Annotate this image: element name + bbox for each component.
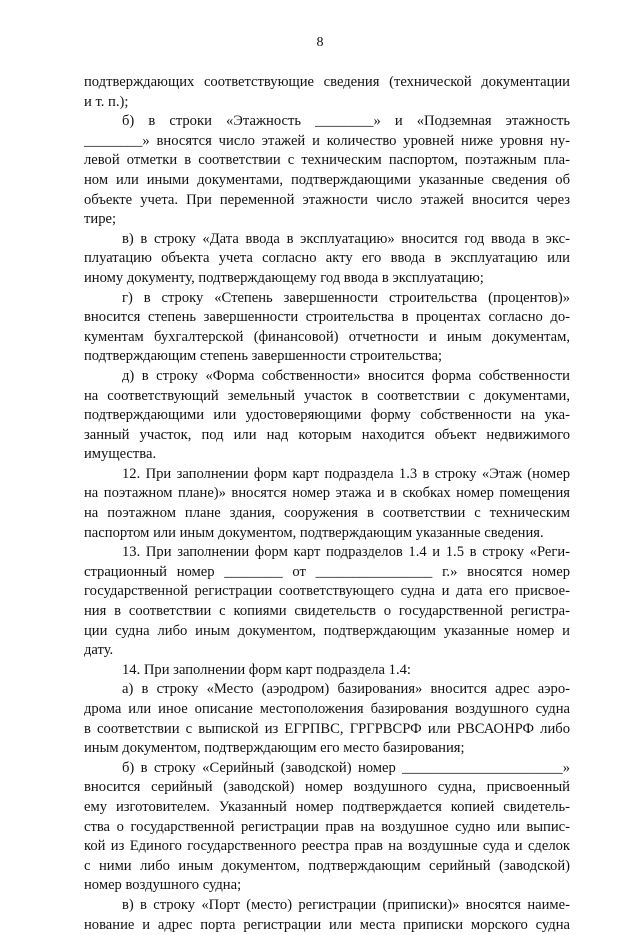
body-text: [84, 73, 570, 935]
text-line: на поэтажном плане здания, сооружения в соответствии с техническим: [84, 505, 570, 522]
text-line: а) в строку «Место (аэродром) базирования» вносится адрес аэро-: [122, 681, 570, 698]
text-line: б) в строки «Этажность ________» и «Подземная этажность: [122, 113, 570, 130]
text-line: дрома или иное описание местоположения базирования воздушного судна: [84, 701, 570, 717]
text-line: подтверждающим степень завершенности строительства;: [84, 348, 443, 365]
text-line: объекте учета. При переменной этажности число этажей вносится через: [84, 191, 570, 208]
text-line: подтверждающих соответствующие сведения (технической документации: [84, 74, 570, 90]
text-line: страционный номер ________ от ________________ г.» вносятся номер: [84, 563, 570, 580]
text-line: плуатацию объекта учета согласно акту его ввода в эксплуатацию или: [84, 250, 570, 267]
text-line: на поэтажном плане)» вносятся номер этажа и в скобках номер помещения: [84, 485, 570, 502]
text-line: ________» вносятся число этажей и количество уровней ниже уровня ну-: [84, 132, 570, 149]
text-line: д) в строку «Форма собственности» вносится форма собственности: [122, 367, 570, 384]
text-line: 14. При заполнении форм карт подраздела 1.4:: [122, 661, 411, 678]
text-line: занный участок, под или над которым находится объект недвижимого: [84, 426, 570, 443]
text-line: дату.: [84, 642, 114, 659]
text-line: кументам бухгалтерской (финансовой) отчетности и иным документам,: [84, 328, 570, 345]
text-line: подтверждающими или удостоверяющими форму собственности на ука-: [84, 407, 570, 424]
page-number: 8: [316, 35, 324, 50]
text-line: г) в строку «Степень завершенности строительства (процентов)»: [122, 289, 570, 306]
text-line: ему изготовителем. Указанный номер подтверждается копией свидетель-: [84, 798, 570, 815]
text-line: левой отметки в соответствии с техническим паспортом, поэтажным пла-: [84, 152, 570, 169]
text-line: с ними либо иным документом, подтверждающим серийный (заводской): [84, 857, 570, 874]
text-line: номер воздушного судна;: [84, 877, 242, 894]
text-line: ния в соответствии с копиями свидетельств о государственной регистра-: [84, 603, 570, 620]
text-line: в соответствии с выпиской из ЕГРПВС, ГРГРВСРФ или РВСАОНРФ либо: [84, 720, 570, 737]
text-line: на соответствующий земельный участок в соответствии с документами,: [84, 387, 570, 404]
text-line: в) в строку «Дата ввода в эксплуатацию» вносится год ввода в экс-: [122, 230, 570, 247]
text-line: имущества.: [84, 446, 157, 463]
text-line: 13. При заполнении форм карт подразделов 1.4 и 1.5 в строку «Реги-: [122, 544, 570, 561]
text-line: иным документом, подтверждающим его место базирования;: [84, 740, 465, 757]
text-line: ства о государственной регистрации прав на воздушное судно или выпис-: [84, 818, 570, 835]
text-line: ном или иными документами, подтверждающими указанные сведения об: [84, 171, 570, 188]
text-line: и т. п.);: [84, 93, 129, 110]
text-line: тире;: [84, 211, 117, 228]
text-line: вносится степень завершенности строительства в процентах согласно до-: [84, 309, 570, 326]
text-line: в) в строку «Порт (место) регистрации (приписки)» вносятся наиме-: [122, 896, 570, 913]
text-line: государственной регистрации соответствующего судна и дата его присвое-: [84, 583, 570, 600]
text-line: ции судна либо иным документом, подтверждающим указанные номер и: [84, 622, 570, 639]
text-line: вносится серийный (заводской) номер воздушного судна, присвоенный: [84, 779, 570, 796]
text-line: кой из Единого государственного реестра прав на воздушные суда и сделок: [84, 838, 570, 855]
text-line: б) в строку «Серийный (заводской) номер ______________________»: [122, 759, 570, 776]
text-line: иному документу, подтверждающему год ввода в эксплуатацию;: [84, 269, 484, 286]
text-line: паспортом или иным документом, подтверждающим указанные сведения.: [84, 524, 544, 541]
text-line: нование и адрес порта регистрации или места приписки морского судна: [84, 916, 570, 933]
text-line: 12. При заполнении форм карт подраздела 1.3 в строку «Этаж (номер: [122, 465, 570, 482]
